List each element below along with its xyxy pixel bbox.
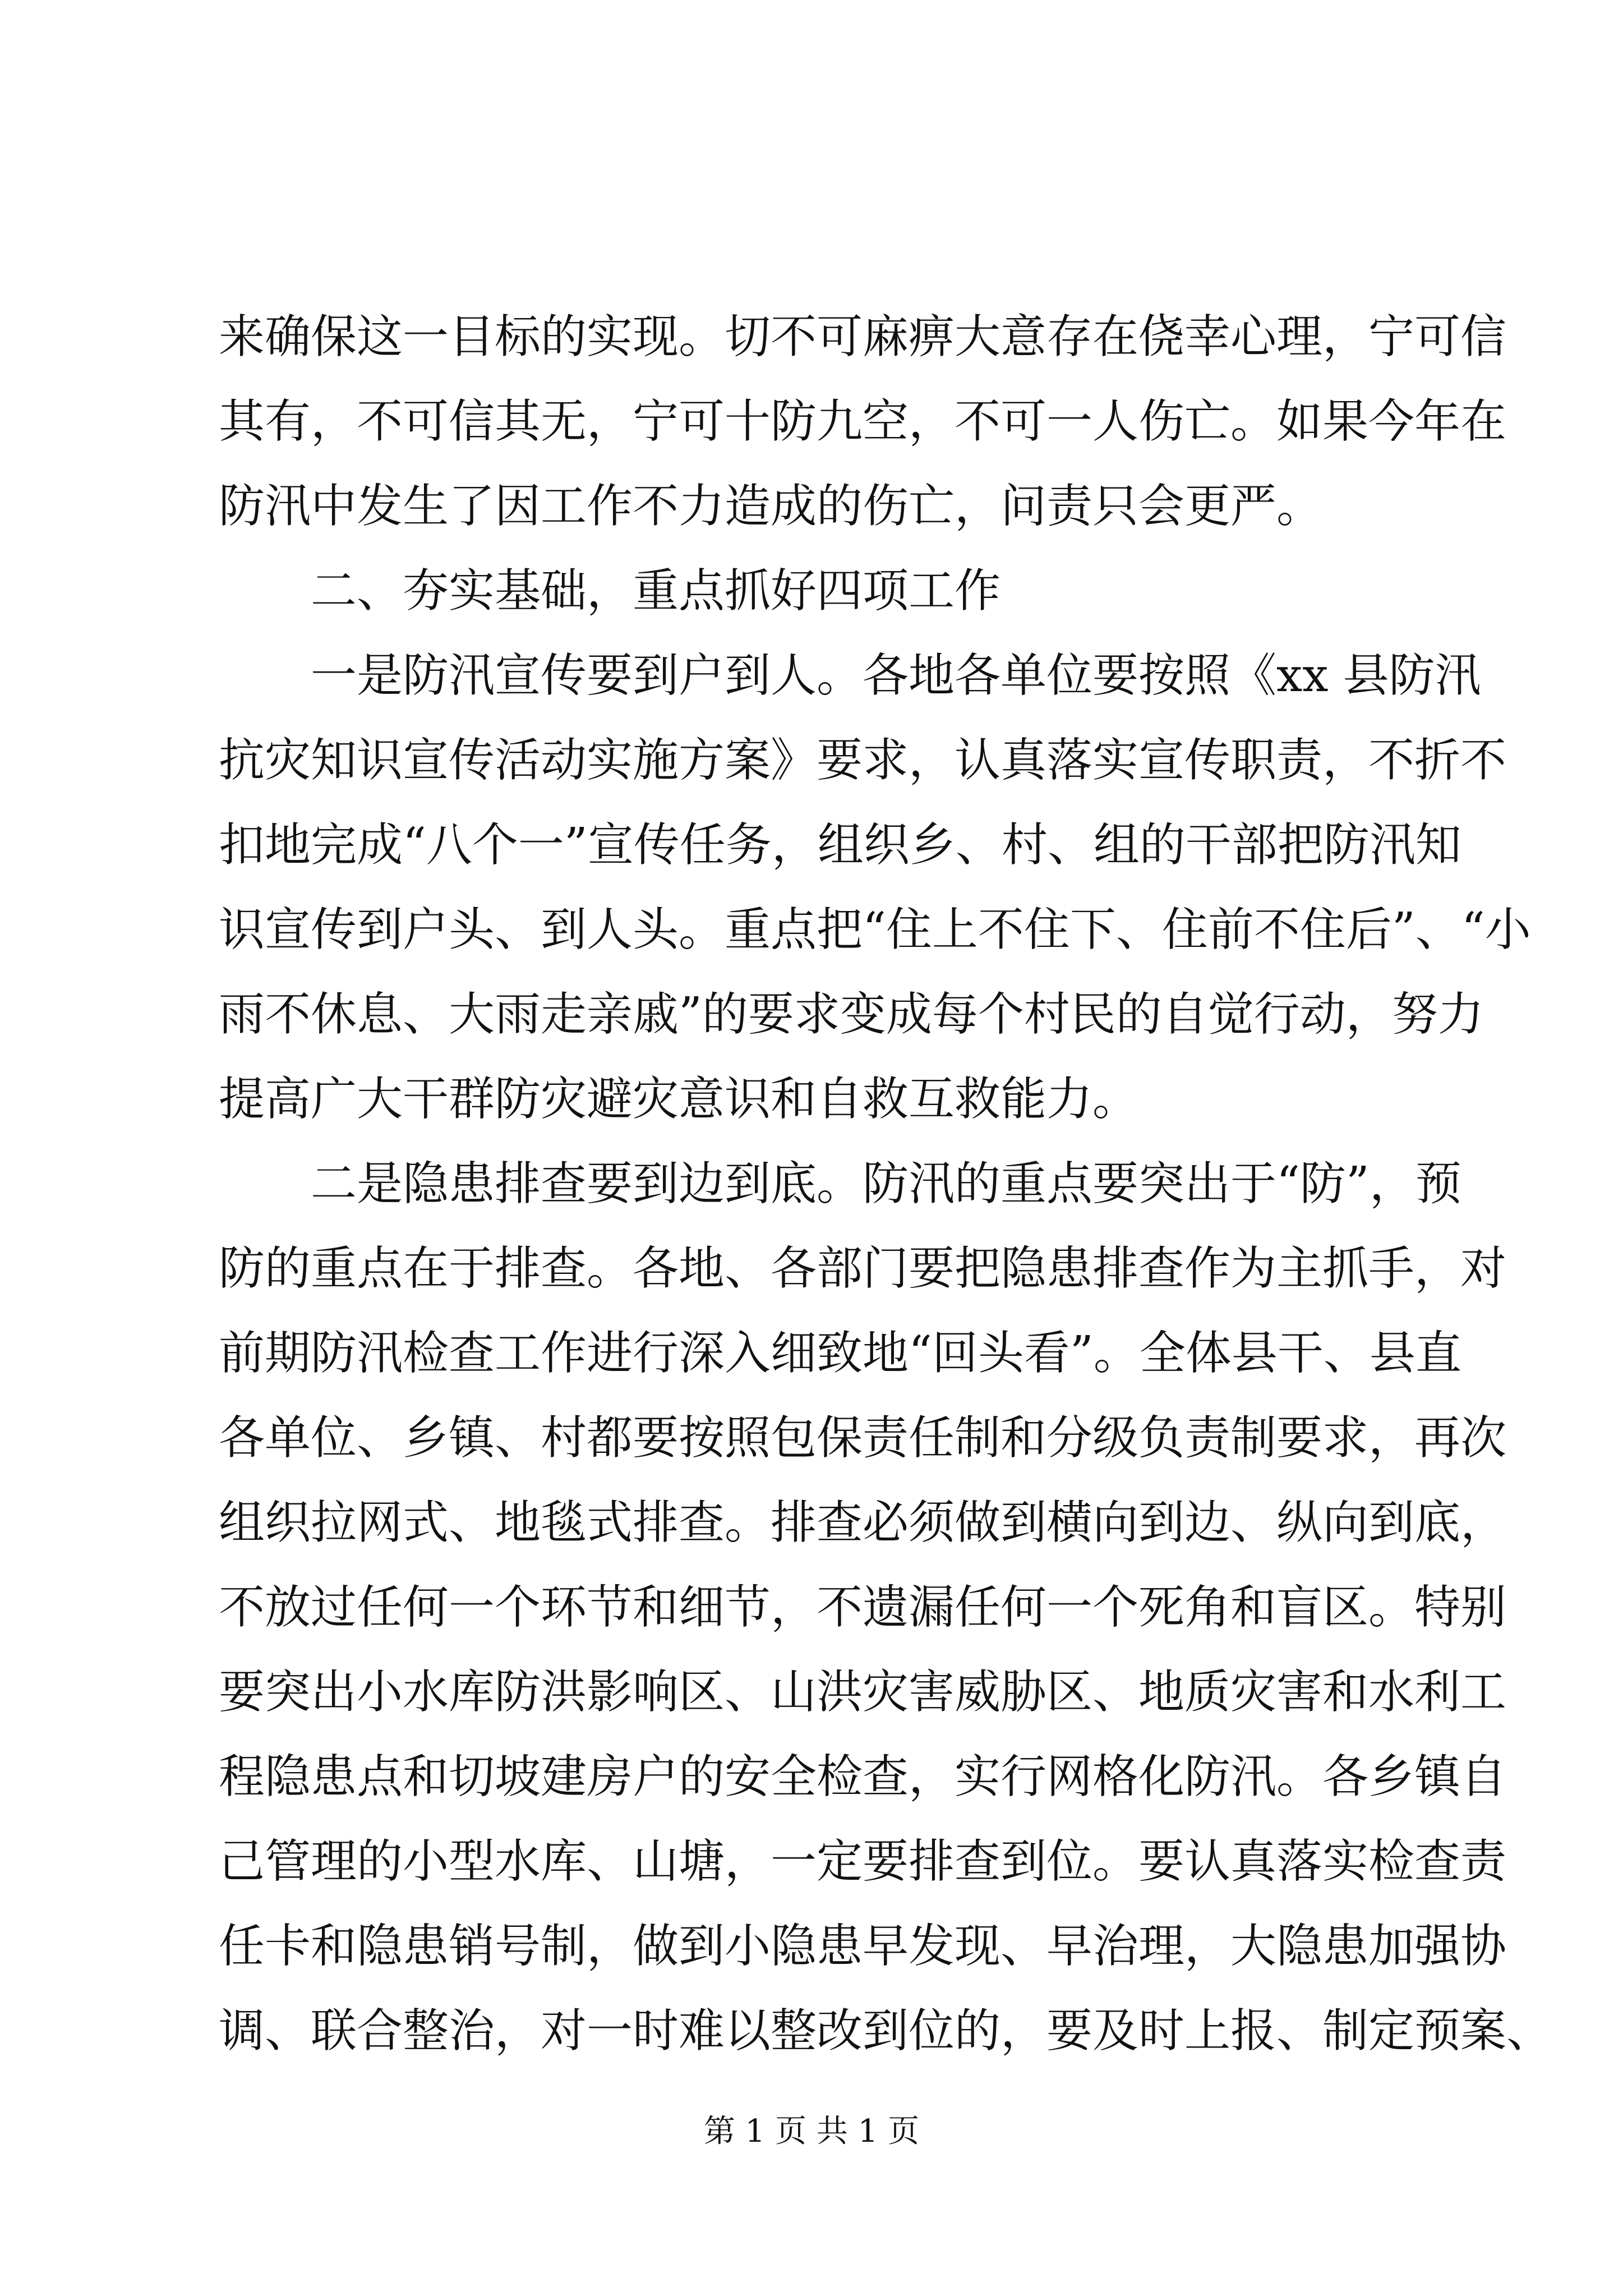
- text-line: 程隐患点和切坡建房户的安全检查，实行网格化防汛。各乡镇自: [219, 1750, 1507, 1803]
- text-line: 要突出小水库防洪影响区、山洪灾害威胁区、地质灾害和水利工: [219, 1665, 1507, 1719]
- text-line: 组织拉网式、地毯式排查。排查必须做到横向到边、纵向到底，: [219, 1496, 1507, 1549]
- text-line: 一是防汛宣传要到户到人。各地各单位要按照《xx 县防汛: [311, 649, 1481, 702]
- section-heading: 二、夯实基础，重点抓好四项工作: [311, 564, 1001, 618]
- text-line: 调、联合整治，对一时难以整改到位的，要及时上报、制定预案、: [219, 2004, 1553, 2058]
- text-line: 来确保这一目标的实现。切不可麻痹大意存在侥幸心理，宁可信: [219, 310, 1507, 364]
- text-line: 前期防汛检查工作进行深入细致地“回头看”。全体县干、县直: [219, 1327, 1461, 1380]
- text-line: 其有，不可信其无，宁可十防九空，不可一人伤亡。如果今年在: [219, 395, 1507, 448]
- text-line: 各单位、乡镇、村都要按照包保责任制和分级负责制要求，再次: [219, 1411, 1507, 1465]
- text-line: 防汛中发生了因工作不力造成的伤亡，问责只会更严。: [219, 480, 1323, 533]
- text-line: 识宣传到户头、到人头。重点把“住上不住下、住前不住后”、“小: [219, 903, 1531, 956]
- text-line: 己管理的小型水库、山塘，一定要排查到位。要认真落实检查责: [219, 1835, 1507, 1888]
- text-line: 任卡和隐患销号制，做到小隐患早发现、早治理，大隐患加强协: [219, 1920, 1507, 1973]
- document-body: [219, 295, 1553, 2073]
- page-number-label: 第 1 页 共 1 页: [703, 2113, 920, 2150]
- text-line: 不放过任何一个环节和细节，不遗漏任何一个死角和盲区。特别: [219, 1581, 1507, 1634]
- text-line: 二是隐患排查要到边到底。防汛的重点要突出于“防”，预: [311, 1157, 1461, 1211]
- text-line: 抗灾知识宣传活动实施方案》要求，认真落实宣传职责，不折不: [219, 734, 1507, 787]
- text-line: 雨不休息、大雨走亲戚”的要求变成每个村民的自觉行动，努力: [219, 988, 1484, 1041]
- text-line: 提高广大干群防灾避灾意识和自救互救能力。: [219, 1073, 1139, 1126]
- text-line: 防的重点在于排查。各地、各部门要把隐患排查作为主抓手，对: [219, 1242, 1507, 1295]
- text-line: 扣地完成“八个一”宣传任务，组织乡、村、组的干部把防汛知: [219, 818, 1461, 872]
- page-footer: [0, 2109, 1623, 2154]
